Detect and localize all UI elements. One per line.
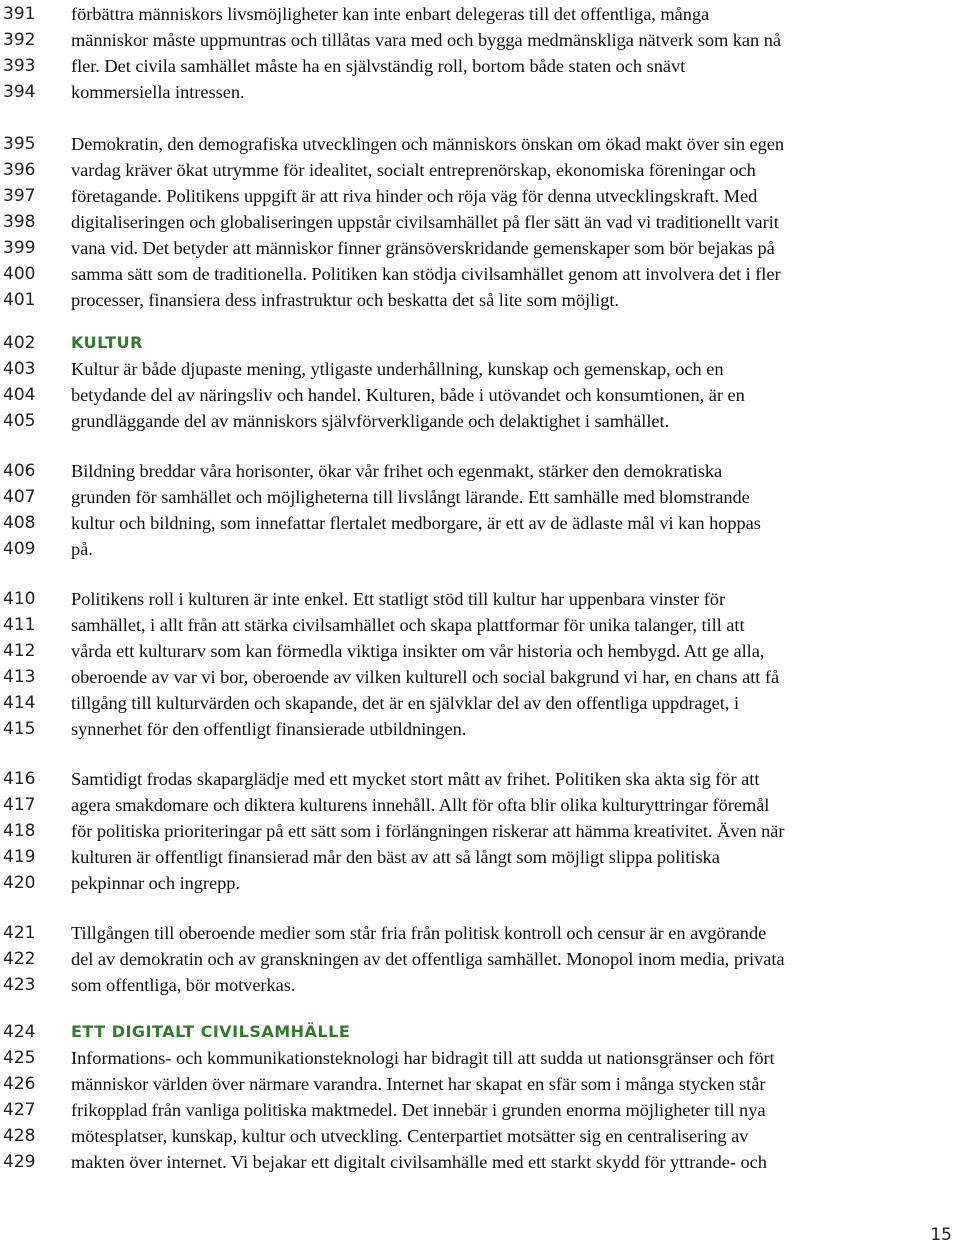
line-number: 402 bbox=[3, 333, 36, 353]
text-line: Samtidigt frodas skaparglädje med ett mycket stort mått av frihet. Politiken ska akta sig för att bbox=[71, 769, 760, 789]
text-line: kulturen är offentligt finansierad mår den bäst av att så långt som möjligt slippa politiska bbox=[71, 847, 720, 867]
line-number: 408 bbox=[3, 513, 36, 533]
line-number: 403 bbox=[3, 359, 36, 379]
text-line: Demokratin, den demografiska utvecklingen och människors önskan om ökad makt över sin egen bbox=[71, 134, 785, 154]
line-number: 418 bbox=[3, 821, 36, 841]
text-line: kommersiella intressen. bbox=[71, 82, 245, 102]
line-number: 415 bbox=[3, 719, 36, 739]
line-number: 406 bbox=[3, 461, 36, 481]
line-number: 397 bbox=[3, 186, 36, 206]
line-number: 417 bbox=[3, 795, 36, 815]
text-line: synnerhet för den offentligt finansierade utbildningen. bbox=[71, 719, 467, 739]
text-line: människor måste uppmuntras och tillåtas vara med och bygga medmänskliga nätverk som kan nå bbox=[71, 30, 781, 50]
section-heading: ETT DIGITALT CIVILSAMHÄLLE bbox=[71, 1022, 351, 1041]
line-number: 391 bbox=[3, 4, 36, 24]
line-number: 399 bbox=[3, 238, 36, 258]
line-number: 398 bbox=[3, 212, 36, 232]
text-line: processer, finansiera dess infrastruktur och beskatta det så lite som möjligt. bbox=[71, 290, 619, 310]
text-line: mötesplatser, kunskap, kultur och utveckling. Centerpartiet motsätter sig en centralisering av bbox=[71, 1126, 749, 1146]
text-line: fler. Det civila samhället måste ha en självständig roll, bortom både staten och snävt bbox=[71, 56, 686, 76]
text-line: oberoende av var vi bor, oberoende av vilken kulturell och social bakgrund vi har, en chans att få bbox=[71, 667, 780, 687]
line-number: 424 bbox=[3, 1022, 36, 1042]
line-number: 392 bbox=[3, 30, 36, 50]
text-line: betydande del av näringsliv och handel. Kulturen, både i utövandet och konsumtionen, är en bbox=[71, 385, 745, 405]
text-line: agera smakdomare och diktera kulturens innehåll. Allt för ofta blir olika kulturyttringar föremål bbox=[71, 795, 770, 815]
text-line: digitaliseringen och globaliseringen uppstår civilsamhället på fler sätt än vad vi traditionellt varit bbox=[71, 212, 779, 232]
line-number: 423 bbox=[3, 975, 36, 995]
text-line: som offentliga, bör motverkas. bbox=[71, 975, 296, 995]
page-number: 15 bbox=[930, 1225, 952, 1245]
line-number: 396 bbox=[3, 160, 36, 180]
text-line: vårda ett kulturarv som kan förmedla viktiga insikter om vår historia och hembygd. Att ge alla, bbox=[71, 641, 765, 661]
text-line: tillgång till kulturvärden och skapande, det är en självklar del av den offentliga uppdraget, i bbox=[71, 693, 739, 713]
line-number: 394 bbox=[3, 82, 36, 102]
line-number: 405 bbox=[3, 411, 36, 431]
text-line: vardag kräver ökat utrymme för idealitet, socialt entreprenörskap, ekonomiska föreningar och bbox=[71, 160, 756, 180]
text-line: frikopplad från vanliga politiska maktmedel. Det innebär i grunden enorma möjligheter till nya bbox=[71, 1100, 766, 1120]
line-number: 416 bbox=[3, 769, 36, 789]
line-number: 410 bbox=[3, 589, 36, 609]
text-line: samhället, i allt från att stärka civilsamhället och skapa plattformar för unika talanger, till att bbox=[71, 615, 745, 635]
line-number: 427 bbox=[3, 1100, 36, 1120]
text-line: människor världen över närmare varandra. Internet har skapat en sfär som i många stycken står bbox=[71, 1074, 766, 1094]
line-number: 401 bbox=[3, 290, 36, 310]
line-number: 421 bbox=[3, 923, 36, 943]
text-line: samma sätt som de traditionella. Politiken kan stödja civilsamhället genom att involvera det i fler bbox=[71, 264, 781, 284]
text-line: på. bbox=[71, 539, 93, 559]
text-line: pekpinnar och ingrepp. bbox=[71, 873, 240, 893]
line-number: 429 bbox=[3, 1152, 36, 1172]
text-line: för politiska prioriteringar på ett sätt som i förlängningen riskerar att hämma kreativitet. Även när bbox=[71, 821, 785, 841]
text-line: företagande. Politikens uppgift är att riva hinder och röja väg för denna utvecklingskraft. Med bbox=[71, 186, 758, 206]
line-number: 395 bbox=[3, 134, 36, 154]
line-number: 404 bbox=[3, 385, 36, 405]
text-line: Tillgången till oberoende medier som står fria från politisk kontroll och censur är en avgörande bbox=[71, 923, 767, 943]
text-line: vana vid. Det betyder att människor finner gränsöverskridande gemenskaper som bör bejakas på bbox=[71, 238, 775, 258]
section-heading: KULTUR bbox=[71, 333, 143, 352]
text-line: kultur och bildning, som innefattar flertalet medborgare, är ett av de ädlaste mål vi kan hoppas bbox=[71, 513, 761, 533]
line-number: 409 bbox=[3, 539, 36, 559]
line-number: 428 bbox=[3, 1126, 36, 1146]
line-number: 413 bbox=[3, 667, 36, 687]
text-line: förbättra människors livsmöjligheter kan inte enbart delegeras till det offentliga, många bbox=[71, 4, 710, 24]
line-number: 426 bbox=[3, 1074, 36, 1094]
text-line: makten över internet. Vi bejakar ett digitalt civilsamhälle med ett starkt skydd för yttrande- och bbox=[71, 1152, 767, 1172]
text-line: grundläggande del av människors självförverkligande och delaktighet i samhället. bbox=[71, 411, 670, 431]
text-line: Kultur är både djupaste mening, ytligaste underhållning, kunskap och gemenskap, och en bbox=[71, 359, 724, 379]
line-number: 414 bbox=[3, 693, 36, 713]
line-number: 400 bbox=[3, 264, 36, 284]
line-number: 411 bbox=[3, 615, 36, 635]
text-line: Bildning breddar våra horisonter, ökar vår frihet och egenmakt, stärker den demokratiska bbox=[71, 461, 723, 481]
line-number: 393 bbox=[3, 56, 36, 76]
line-number: 407 bbox=[3, 487, 36, 507]
text-line: grunden för samhället och möjligheterna till livslångt lärande. Ett samhälle med blomstrande bbox=[71, 487, 750, 507]
line-number: 420 bbox=[3, 873, 36, 893]
line-number: 412 bbox=[3, 641, 36, 661]
text-line: Informations- och kommunikationsteknologi har bidragit till att sudda ut nationsgränser och fört bbox=[71, 1048, 775, 1068]
text-line: del av demokratin och av granskningen av det offentliga samhället. Monopol inom media, privata bbox=[71, 949, 785, 969]
line-number: 425 bbox=[3, 1048, 36, 1068]
line-number: 422 bbox=[3, 949, 36, 969]
line-number: 419 bbox=[3, 847, 36, 867]
text-line: Politikens roll i kulturen är inte enkel. Ett statligt stöd till kultur har uppenbara vinster för bbox=[71, 589, 726, 609]
